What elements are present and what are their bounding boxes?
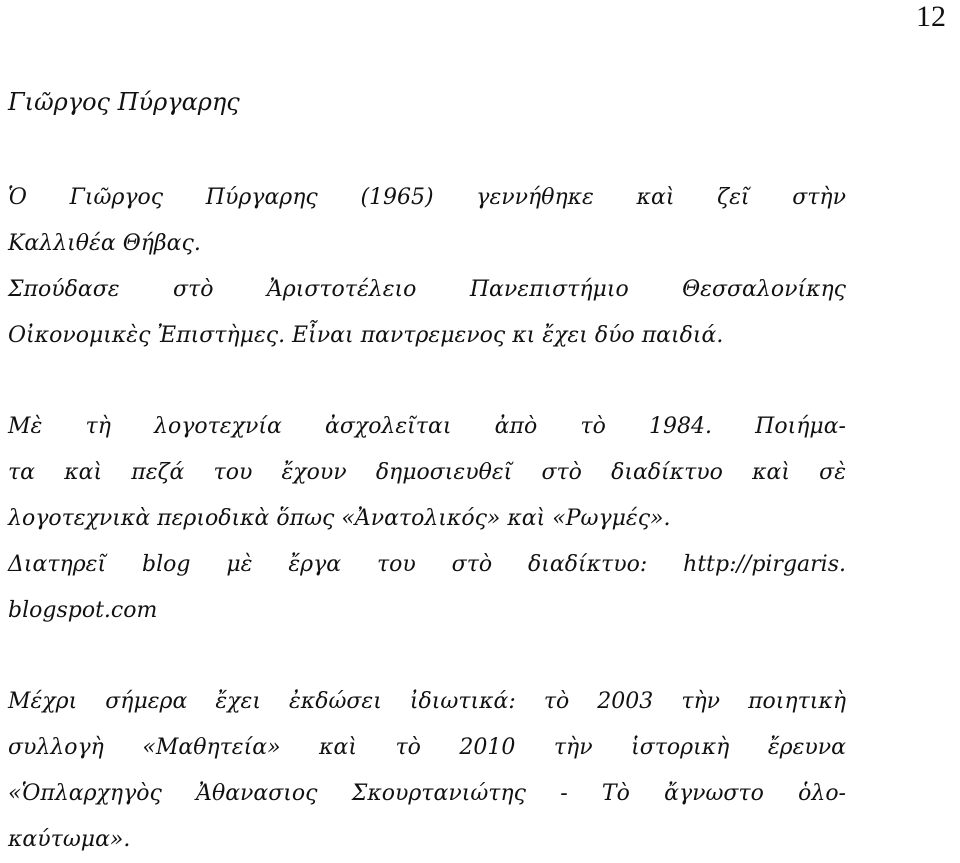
paragraph-publications [8,679,846,863]
text-line: συλλογὴ «Μαθητεία» καὶ τὸ 2010 τὴν ἱστορικὴ ἔρευνα [8,735,846,760]
text-line: Οἰκονομικὲς Ἐπιστὴμες. Εἶναι παντρεμενος κι ἔχει δύο παιδιά. [8,323,724,348]
page-number: 12 [916,0,946,33]
paragraph-literature [8,404,846,634]
text-line: blogspot.com [8,598,158,623]
text-line: Διατηρεῖ blog μὲ ἔργα του στὸ διαδίκτυο: http://pirgaris. [8,552,846,577]
paragraph-biography [8,175,846,359]
text-line: Καλλιθέα Θήβας. [8,231,201,256]
text-line: τα καὶ πεζά του ἔχουν δημοσιευθεῖ στὸ διαδίκτυο καὶ σὲ [8,460,846,485]
text-line: Ὁ Γιῶργος Πύργαρης (1965) γεννήθηκε καὶ ζεῖ στὴν [8,185,846,210]
text-line: Μέχρι σήμερα ἔχει ἐκδώσει ἰδιωτικά: τὸ 2003 τὴν ποιητικὴ [8,689,846,714]
text-line: καύτωμα». [8,827,131,852]
text-line: Μὲ τὴ λογοτεχνία ἀσχολεῖται ἀπὸ τὸ 1984. Ποιήμα- [8,414,846,439]
author-title: Γιῶργος Πύργαρης [8,88,240,116]
text-line: λογοτεχνικὰ περιοδικὰ ὅπως «Ἀνατολικός» καὶ «Ρωγμές». [8,506,671,531]
text-line: Σπούδασε στὸ Ἀριστοτέλειο Πανεπιστήμιο Θεσσαλονίκης [8,277,846,302]
text-line: «Ὁπλαρχηγὸς Ἀθανασιος Σκουρτανιώτης - Τὸ ἄγνωστο ὁλο- [8,781,846,806]
